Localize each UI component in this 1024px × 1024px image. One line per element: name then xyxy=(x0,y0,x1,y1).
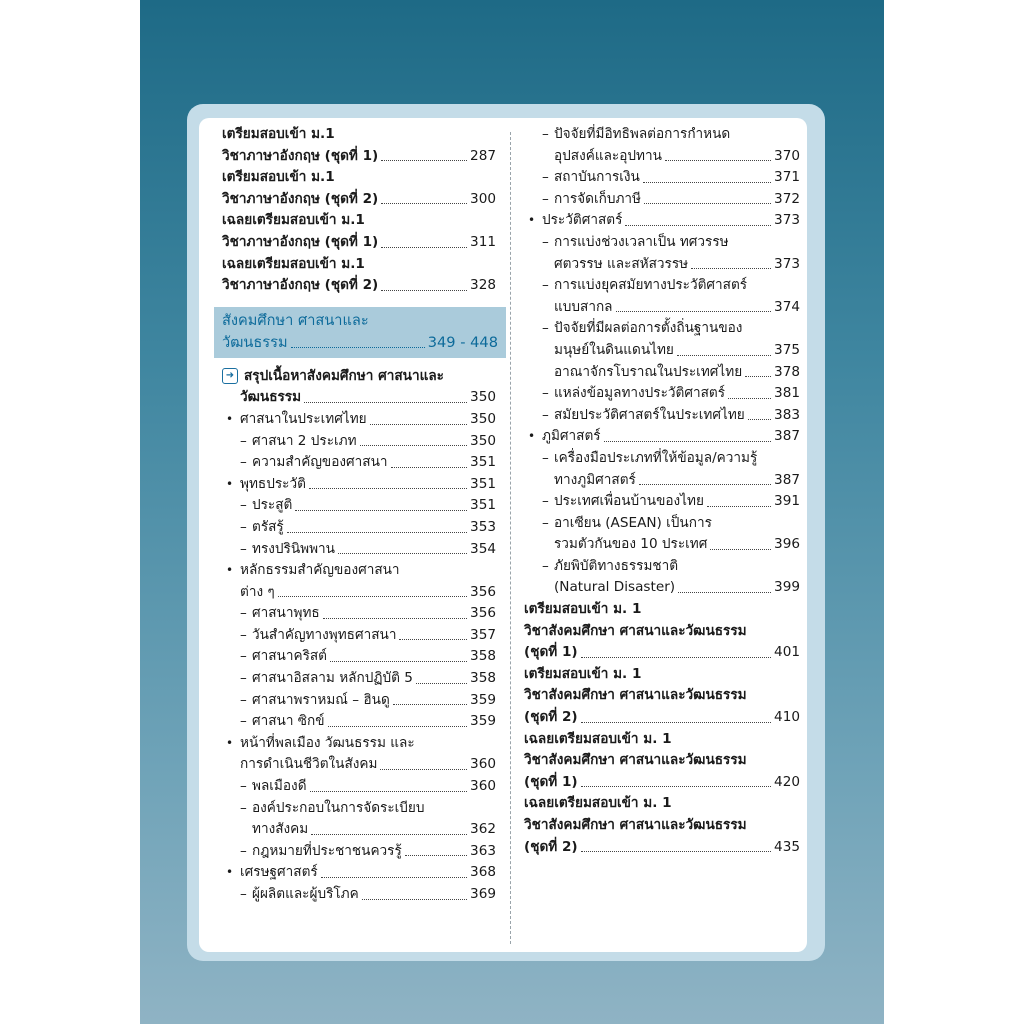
dot-leader xyxy=(370,424,467,425)
dot-leader xyxy=(581,786,771,787)
dot-leader xyxy=(625,225,771,226)
dot-leader xyxy=(323,618,467,619)
toc-entry[interactable] xyxy=(524,729,800,751)
toc-entry[interactable] xyxy=(524,707,800,729)
toc-entry[interactable] xyxy=(524,577,800,599)
dash-marker: – xyxy=(240,886,247,902)
toc-entry[interactable] xyxy=(222,560,496,582)
entry-title: เตรียมสอบเข้า ม. 1 xyxy=(524,601,642,618)
dot-leader xyxy=(745,376,771,377)
page-number: 362 xyxy=(470,821,496,838)
dash-marker: – xyxy=(240,799,247,816)
entry-title: เฉลยเตรียมสอบเข้า ม.1 xyxy=(222,255,365,272)
dot-leader xyxy=(287,532,467,533)
dot-leader xyxy=(643,182,771,183)
entry-title: กฎหมายที่ประชาชนควรรู้ xyxy=(252,842,402,859)
dash-marker: – xyxy=(542,233,549,250)
toc-entry[interactable] xyxy=(222,495,496,517)
entry-title: ต่าง ๆ xyxy=(240,583,275,600)
entry-title: วิชาภาษาอังกฤษ (ชุดที่ 2) xyxy=(222,277,379,294)
page-number: 373 xyxy=(774,212,800,229)
page-number: 381 xyxy=(774,385,800,402)
toc-entry[interactable] xyxy=(222,798,496,820)
toc-entry[interactable] xyxy=(222,167,496,189)
toc-entry[interactable] xyxy=(222,862,496,884)
entry-title: ศาสนาพราหมณ์ – ฮินดู xyxy=(252,691,390,708)
entry-title: ปัจจัยที่มีอิทธิพลต่อการกำหนด xyxy=(554,126,731,142)
entry-title: เตรียมสอบเข้า ม.1 xyxy=(222,126,335,142)
toc-entry[interactable] xyxy=(524,383,800,405)
dot-leader xyxy=(381,247,467,248)
entry-title: ปัจจัยที่มีผลต่อการตั้งถิ่นฐานของ xyxy=(554,320,743,337)
entry-title: (ชุดที่ 1) xyxy=(524,644,578,661)
entry-title: ทรงปรินิพพาน xyxy=(252,540,335,557)
entry-title: เครื่องมือประเภทที่ให้ข้อมูล/ความรู้ xyxy=(554,449,758,466)
dot-leader xyxy=(381,203,467,204)
entry-title: ประวัติศาสตร์ xyxy=(542,212,623,229)
toc-list-left-topics xyxy=(222,409,496,906)
dash-marker: – xyxy=(542,385,549,402)
page-number: 354 xyxy=(470,540,496,557)
dash-marker: – xyxy=(542,320,549,337)
page-number: 387 xyxy=(774,428,800,445)
entry-title: พลเมืองดี xyxy=(252,778,307,795)
entry-title: การจัดเก็บภาษี xyxy=(554,190,642,207)
dot-leader xyxy=(321,877,467,878)
entry-title: ทางภูมิศาสตร์ xyxy=(554,471,636,488)
dot-leader xyxy=(393,704,467,705)
bullet-icon: • xyxy=(528,429,536,444)
page-number: 358 xyxy=(470,670,496,687)
page-number: 391 xyxy=(774,493,800,510)
toc-entry[interactable] xyxy=(222,254,496,276)
summary-title-line1: สรุปเนื้อหาสังคมศึกษา ศาสนาและ xyxy=(244,367,444,384)
toc-entry[interactable] xyxy=(524,534,800,556)
toc-entry[interactable] xyxy=(524,275,800,297)
dot-leader xyxy=(295,510,467,511)
toc-entry[interactable] xyxy=(524,340,800,362)
dash-marker: – xyxy=(240,518,247,535)
toc-entry[interactable] xyxy=(524,254,800,276)
entry-title: ศาสนาคริสต์ xyxy=(252,648,328,665)
page-number: 358 xyxy=(470,648,496,665)
dot-leader xyxy=(644,203,771,204)
toc-entry[interactable] xyxy=(524,621,800,643)
entry-title: วิชาภาษาอังกฤษ (ชุดที่ 1) xyxy=(222,147,379,164)
entry-title: ศาสนา ซิกข์ xyxy=(252,713,325,730)
toc-entry[interactable] xyxy=(524,599,800,621)
toc-entry[interactable] xyxy=(524,664,800,686)
dot-leader xyxy=(678,592,771,593)
dot-leader xyxy=(304,402,467,403)
dash-marker: – xyxy=(542,514,549,531)
dot-leader xyxy=(310,791,468,792)
toc-entry[interactable] xyxy=(222,625,496,647)
dot-leader xyxy=(691,268,771,269)
dot-leader xyxy=(604,441,771,442)
entry-title: องค์ประกอบในการจัดระเบียบ xyxy=(252,799,425,816)
toc-entry[interactable] xyxy=(222,884,496,906)
dash-marker: – xyxy=(542,190,549,207)
toc-entry[interactable] xyxy=(524,362,800,384)
page-number: 369 xyxy=(470,886,496,902)
entry-title: วิชาสังคมศึกษา ศาสนาและวัฒนธรรม xyxy=(524,687,747,704)
bullet-icon: • xyxy=(226,476,234,491)
entry-title: วันสำคัญทางพุทธศาสนา xyxy=(252,626,397,643)
toc-entry[interactable] xyxy=(222,776,496,798)
page-number: 359 xyxy=(470,691,496,708)
arrow-icon: ➜ xyxy=(222,368,238,384)
dot-leader xyxy=(405,855,467,856)
dot-leader xyxy=(616,311,772,312)
dash-marker: – xyxy=(240,778,247,795)
entry-title: การดำเนินชีวิตในสังคม xyxy=(240,756,378,773)
toc-entry[interactable] xyxy=(222,646,496,668)
dash-marker: – xyxy=(240,454,247,471)
page-number: 368 xyxy=(470,864,496,881)
entry-title: เฉลยเตรียมสอบเข้า ม.1 xyxy=(222,212,365,229)
dot-leader xyxy=(380,769,467,770)
page-number: 311 xyxy=(470,233,496,250)
entry-title: ศตวรรษ และสหัสวรรษ xyxy=(554,255,689,272)
entry-title: แหล่งข้อมูลทางประวัติศาสตร์ xyxy=(554,385,726,402)
toc-entry[interactable] xyxy=(222,539,496,561)
dot-leader xyxy=(278,596,467,597)
dot-leader xyxy=(581,722,771,723)
page-number: 360 xyxy=(470,778,496,795)
dash-marker: – xyxy=(240,626,247,643)
page-number: 287 xyxy=(470,147,496,164)
section-title-line1: สังคมศึกษา ศาสนาและ xyxy=(222,311,369,329)
toc-entry[interactable] xyxy=(524,470,800,492)
page-number: 370 xyxy=(774,147,800,164)
toc-entry[interactable] xyxy=(222,603,496,625)
dash-marker: – xyxy=(240,432,247,449)
page-number: 328 xyxy=(470,277,496,294)
page-number: 350 xyxy=(470,410,496,427)
entry-title: รวมตัวกันของ 10 ประเทศ xyxy=(554,536,708,553)
entry-title: ทางสังคม xyxy=(252,821,309,838)
entry-title: ศาสนาอิสลาม หลักปฏิบัติ 5 xyxy=(252,670,413,687)
toc-entry[interactable] xyxy=(222,275,496,297)
page-number: 359 xyxy=(470,713,496,730)
bullet-icon: • xyxy=(226,865,234,880)
toc-left-column xyxy=(222,124,496,906)
entry-title: ผู้ผลิตและผู้บริโภค xyxy=(252,886,359,902)
page-number: 410 xyxy=(774,709,800,726)
entry-title: การแบ่งยุคสมัยทางประวัติศาสตร์ xyxy=(554,277,748,294)
toc-entry[interactable] xyxy=(524,491,800,513)
page-number: 351 xyxy=(470,454,496,471)
dot-leader xyxy=(665,160,771,161)
entry-title: วิชาสังคมศึกษา ศาสนาและวัฒนธรรม xyxy=(524,752,747,769)
dot-leader xyxy=(677,355,771,356)
dot-leader xyxy=(581,657,771,658)
entry-title: เฉลยเตรียมสอบเข้า ม. 1 xyxy=(524,795,672,812)
entry-title: ศาสนาในประเทศไทย xyxy=(240,410,367,427)
toc-entry[interactable] xyxy=(222,146,496,168)
dot-leader xyxy=(707,506,771,507)
entry-title: อาณาจักรโบราณในประเทศไทย xyxy=(554,363,743,380)
dash-marker: – xyxy=(542,406,549,423)
page-number: 350 xyxy=(470,389,496,406)
toc-entry[interactable] xyxy=(222,582,496,604)
toc-entry[interactable] xyxy=(524,426,800,448)
bullet-icon: • xyxy=(226,563,234,578)
dot-leader xyxy=(381,290,467,291)
toc-entry[interactable] xyxy=(524,232,800,254)
toc-list-right xyxy=(524,124,800,858)
page-number: 360 xyxy=(470,756,496,773)
page-number: 420 xyxy=(774,773,800,790)
dot-leader xyxy=(710,549,771,550)
entry-title: วิชาภาษาอังกฤษ (ชุดที่ 1) xyxy=(222,233,379,250)
dash-marker: – xyxy=(542,277,549,294)
dot-leader xyxy=(416,683,467,684)
dot-leader xyxy=(381,160,467,161)
toc-entry[interactable] xyxy=(222,474,496,496)
bullet-icon: • xyxy=(528,213,536,228)
entry-title: (ชุดที่ 2) xyxy=(524,838,578,855)
dash-marker: – xyxy=(542,557,549,574)
dash-marker: – xyxy=(542,126,549,142)
summary-entry-cont[interactable] xyxy=(222,387,496,409)
entry-title: ศาสนาพุทธ xyxy=(252,605,320,622)
entry-title: วิชาภาษาอังกฤษ (ชุดที่ 2) xyxy=(222,190,379,207)
dot-leader xyxy=(639,484,771,485)
page-number: 350 xyxy=(470,432,496,449)
entry-title: เศรษฐศาสตร์ xyxy=(240,864,318,881)
summary-entry[interactable] xyxy=(222,366,496,388)
dot-leader xyxy=(399,639,467,640)
toc-entry[interactable] xyxy=(524,405,800,427)
toc-entry[interactable] xyxy=(524,750,800,772)
entry-title: เตรียมสอบเข้า ม.1 xyxy=(222,169,335,186)
bullet-icon: • xyxy=(226,735,234,750)
page-number: 363 xyxy=(470,842,496,859)
toc-entry[interactable] xyxy=(222,189,496,211)
dash-marker: – xyxy=(542,493,549,510)
entry-title: พุทธประวัติ xyxy=(240,475,306,492)
toc-entry[interactable] xyxy=(222,124,496,146)
toc-entry[interactable] xyxy=(524,685,800,707)
page-number: 396 xyxy=(774,536,800,553)
toc-entry[interactable] xyxy=(222,819,496,841)
entry-title: วิชาสังคมศึกษา ศาสนาและวัฒนธรรม xyxy=(524,817,747,833)
entry-title: แบบสากล xyxy=(554,298,613,315)
dot-leader xyxy=(728,398,771,399)
section-header[interactable] xyxy=(214,307,506,358)
toc-entry[interactable] xyxy=(524,318,800,340)
page-number: 399 xyxy=(774,579,800,596)
toc-entry[interactable] xyxy=(222,409,496,431)
page-number: 300 xyxy=(470,190,496,207)
toc-entry[interactable] xyxy=(222,431,496,453)
entry-title: การแบ่งช่วงเวลาเป็น ทศวรรษ xyxy=(554,233,729,250)
page-number: 387 xyxy=(774,471,800,488)
toc-entry[interactable] xyxy=(524,210,800,232)
toc-entry[interactable] xyxy=(524,146,800,168)
page-number: 401 xyxy=(774,644,800,661)
section-pages: 349 - 448 xyxy=(427,333,498,351)
toc-entry[interactable] xyxy=(524,448,800,470)
dash-marker: – xyxy=(542,449,549,466)
dash-marker: – xyxy=(240,497,247,514)
toc-entry[interactable] xyxy=(524,189,800,211)
entry-title: สมัยประวัติศาสตร์ในประเทศไทย xyxy=(554,406,745,423)
toc-entry[interactable] xyxy=(524,124,800,146)
toc-entry[interactable] xyxy=(222,668,496,690)
toc-entry[interactable] xyxy=(524,642,800,664)
toc-entry[interactable] xyxy=(524,815,800,837)
page-number: 357 xyxy=(470,626,496,643)
entry-title: ศาสนา 2 ประเภท xyxy=(252,432,357,449)
toc-entry[interactable] xyxy=(222,690,496,712)
toc-entry[interactable] xyxy=(222,733,496,755)
entry-title: สถาบันการเงิน xyxy=(554,169,640,186)
page-number: 372 xyxy=(774,190,800,207)
toc-entry[interactable] xyxy=(222,232,496,254)
entry-title: หน้าที่พลเมือง วัฒนธรรม และ xyxy=(240,734,415,751)
toc-entry[interactable] xyxy=(222,711,496,733)
entry-title: ตรัสรู้ xyxy=(252,518,284,535)
toc-entry[interactable] xyxy=(524,772,800,794)
toc-entry[interactable] xyxy=(222,754,496,776)
toc-entry[interactable] xyxy=(524,513,800,535)
page-number: 351 xyxy=(470,475,496,492)
column-divider xyxy=(510,132,511,944)
toc-entry[interactable] xyxy=(524,556,800,578)
dot-leader xyxy=(311,834,467,835)
toc-entry[interactable] xyxy=(524,167,800,189)
page-number: 353 xyxy=(470,518,496,535)
entry-title: อุปสงค์และอุปทาน xyxy=(554,147,662,164)
toc-list-left xyxy=(222,124,496,297)
page-number: 351 xyxy=(470,497,496,514)
entry-title: มนุษย์ในดินแดนไทย xyxy=(554,341,674,358)
dash-marker: – xyxy=(240,713,247,730)
bullet-icon: • xyxy=(226,411,234,426)
entry-title: หลักธรรมสำคัญของศาสนา xyxy=(240,562,400,579)
toc-entry[interactable] xyxy=(222,210,496,232)
toc-entry[interactable] xyxy=(524,793,800,815)
page-number: 356 xyxy=(470,605,496,622)
page-number: 356 xyxy=(470,583,496,600)
dot-leader xyxy=(748,419,771,420)
dash-marker: – xyxy=(240,648,247,665)
dot-leader xyxy=(291,347,425,348)
dash-marker: – xyxy=(240,691,247,708)
dot-leader xyxy=(338,553,467,554)
section-title-line2: วัฒนธรรม xyxy=(222,333,288,351)
toc-entry[interactable] xyxy=(524,297,800,319)
dot-leader xyxy=(330,661,467,662)
entry-title: ภัยพิบัติทางธรรมชาติ xyxy=(554,557,679,574)
entry-title: ความสำคัญของศาสนา xyxy=(252,454,388,471)
page-number: 375 xyxy=(774,341,800,358)
entry-title: เตรียมสอบเข้า ม. 1 xyxy=(524,665,642,682)
toc-entry[interactable] xyxy=(222,841,496,863)
toc-right-column xyxy=(524,124,800,858)
page-number: 374 xyxy=(774,298,800,315)
summary-title-line2: วัฒนธรรม xyxy=(240,389,302,406)
toc-entry[interactable] xyxy=(222,517,496,539)
dash-marker: – xyxy=(542,169,549,186)
entry-title: เฉลยเตรียมสอบเข้า ม. 1 xyxy=(524,730,672,747)
page-number: 383 xyxy=(774,406,800,423)
page-number: 435 xyxy=(774,838,800,855)
page-number: 373 xyxy=(774,255,800,272)
dot-leader xyxy=(328,726,467,727)
entry-title: (ชุดที่ 1) xyxy=(524,773,578,790)
dash-marker: – xyxy=(240,540,247,557)
dash-marker: – xyxy=(240,842,247,859)
page-number: 371 xyxy=(774,169,800,186)
dot-leader xyxy=(360,445,467,446)
entry-title: อาเซียน (ASEAN) เป็นการ xyxy=(554,514,712,531)
entry-title: (ชุดที่ 2) xyxy=(524,709,578,726)
entry-title: ภูมิศาสตร์ xyxy=(542,428,601,445)
entry-title: ประเทศเพื่อนบ้านของไทย xyxy=(554,493,704,510)
dot-leader xyxy=(362,899,467,900)
entry-title: (Natural Disaster) xyxy=(554,579,676,596)
dash-marker: – xyxy=(240,605,247,622)
entry-title: ประสูติ xyxy=(252,497,293,514)
dot-leader xyxy=(391,467,468,468)
toc-entry[interactable] xyxy=(524,837,800,859)
dot-leader xyxy=(581,851,771,852)
dash-marker: – xyxy=(240,670,247,687)
dot-leader xyxy=(309,488,467,489)
page-number: 378 xyxy=(774,363,800,380)
toc-entry[interactable] xyxy=(222,452,496,474)
entry-title: วิชาสังคมศึกษา ศาสนาและวัฒนธรรม xyxy=(524,622,747,639)
